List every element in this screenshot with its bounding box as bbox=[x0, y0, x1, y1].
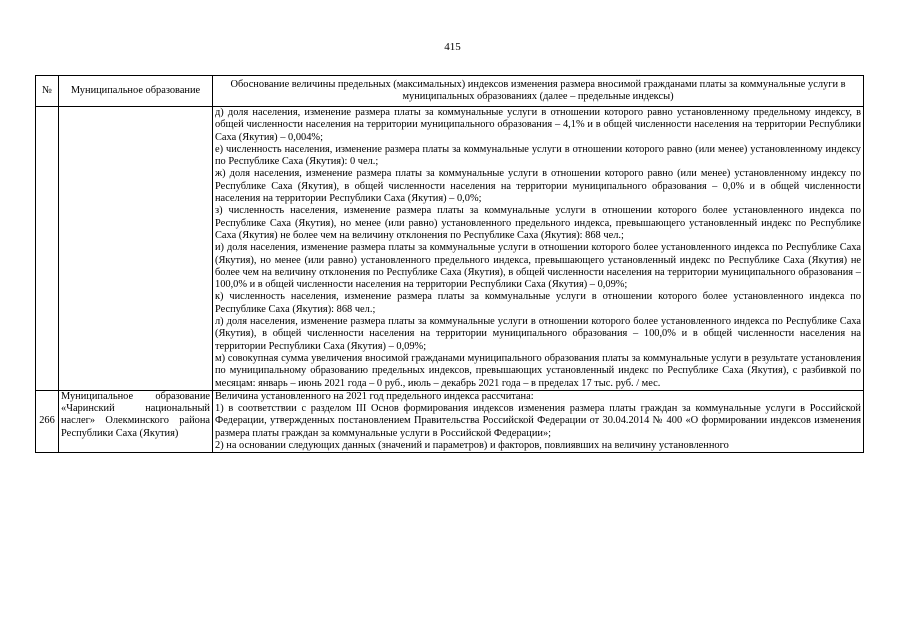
paragraph: д) доля населения, изменение размера платы за коммунальные услуги в отношении которого равно установленному предельному индексу, в общей численности населения на территории муниципального образования – 4,1% и в общей численности населения на территории Республики Саха (Якутия) – 0,004%; bbox=[215, 107, 861, 143]
table-row bbox=[36, 107, 864, 391]
row-number: 266 bbox=[36, 390, 59, 452]
paragraph: 2) на основании следующих данных (значений и параметров) и факторов, повлиявших на величину установленного bbox=[215, 440, 729, 452]
justification-cell bbox=[213, 390, 864, 452]
paragraph: е) численность населения, изменение размера платы за коммунальные услуги в отношении которого равно (или менее) установленному индексу по Республике Саха (Якутия): 0 чел.; bbox=[215, 143, 861, 168]
indices-table bbox=[35, 75, 864, 453]
paragraph: Величина установленного на 2021 год предельного индекса рассчитана: bbox=[215, 390, 534, 402]
page-number: 415 bbox=[444, 41, 461, 53]
municipality-cell: Муниципальное образование «Чаринский национальный наслег» Олекминского района Республики Саха (Якутия) bbox=[59, 390, 213, 452]
table-header-row bbox=[36, 76, 864, 107]
header-num: № bbox=[36, 76, 59, 107]
paragraph: и) доля населения, изменение размера платы за коммунальные услуги в отношении которого более установленного индекса по Республике Саха (Якутия), но менее (или равно) установленного предельного индекса, превышающего установленный индекс по Республике Саха (Якутия) не более чем на величину отклонения по Республике Саха (Якутия), в общей численности населения на территории муниципального образования – 100,0% и в общей численности населения на территории Республики Саха (Якутия) – 0,09%; bbox=[215, 242, 861, 291]
table-row bbox=[36, 390, 864, 452]
paragraph: м) совокупная сумма увеличения вносимой гражданами муниципального образования платы за коммунальные услуги в результате установления по муниципальному образованию предельных индексов, превышающих установленный индекс по Республике Саха (Якутия), с разбивкой по месяцам: январь – июнь 2021 года – 0 руб., июль – декабрь 2021 года – в пределах 17 тыс. руб. / мес. bbox=[215, 352, 861, 389]
paragraph: 1) в соответствии с разделом III Основ формирования индексов изменения размера платы граждан за коммунальные услуги в Российской Федерации, утвержденных постановлением Правительства Российской Федерации от 30.04.2014 № 400 «О формировании индексов изменения размера платы граждан за коммунальные услуги в Российской Федерации»; bbox=[215, 403, 861, 439]
municipality-cell bbox=[59, 107, 213, 391]
paragraph: л) доля населения, изменение размера платы за коммунальные услуги в отношении которого более установленного индекса по Республике Саха (Якутия), в общей численности населения на территории муниципального образования – 100,0% и в общей численности населения на территории Республики Саха (Якутия) – 0,09%; bbox=[215, 316, 861, 352]
paragraph: к) численность населения, изменение размера платы за коммунальные услуги в отношении которого более установленного индекса по Республике Саха (Якутия): 868 чел.; bbox=[215, 291, 861, 315]
header-justification: Обоснование величины предельных (максимальных) индексов изменения размера вносимой гражданами платы за коммунальные услуги в муниципальных образованиях (далее – предельные индексы) bbox=[213, 76, 864, 107]
paragraph: ж) доля населения, изменение размера платы за коммунальные услуги в отношении которого равно (или менее) установленному индексу по Республике Саха (Якутия), в общей численности населения на территории муниципального образования – 0,0% и в общей численности населения на территории Республики Саха (Якутия) – 0,0%; bbox=[215, 168, 861, 205]
justification-cell bbox=[213, 107, 864, 391]
row-number bbox=[36, 107, 59, 391]
paragraph: з) численность населения, изменение размера платы за коммунальные услуги в отношении которого более установленного индекса по Республике Саха (Якутия), но менее (или равно) установленного предельного индекса, превышающего установленный индекс по Республике Саха (Якутия) не более чем на величину отклонения по Республике Саха (Якутия): 868 чел.; bbox=[215, 205, 861, 241]
header-municipality: Муниципальное образование bbox=[59, 76, 213, 107]
